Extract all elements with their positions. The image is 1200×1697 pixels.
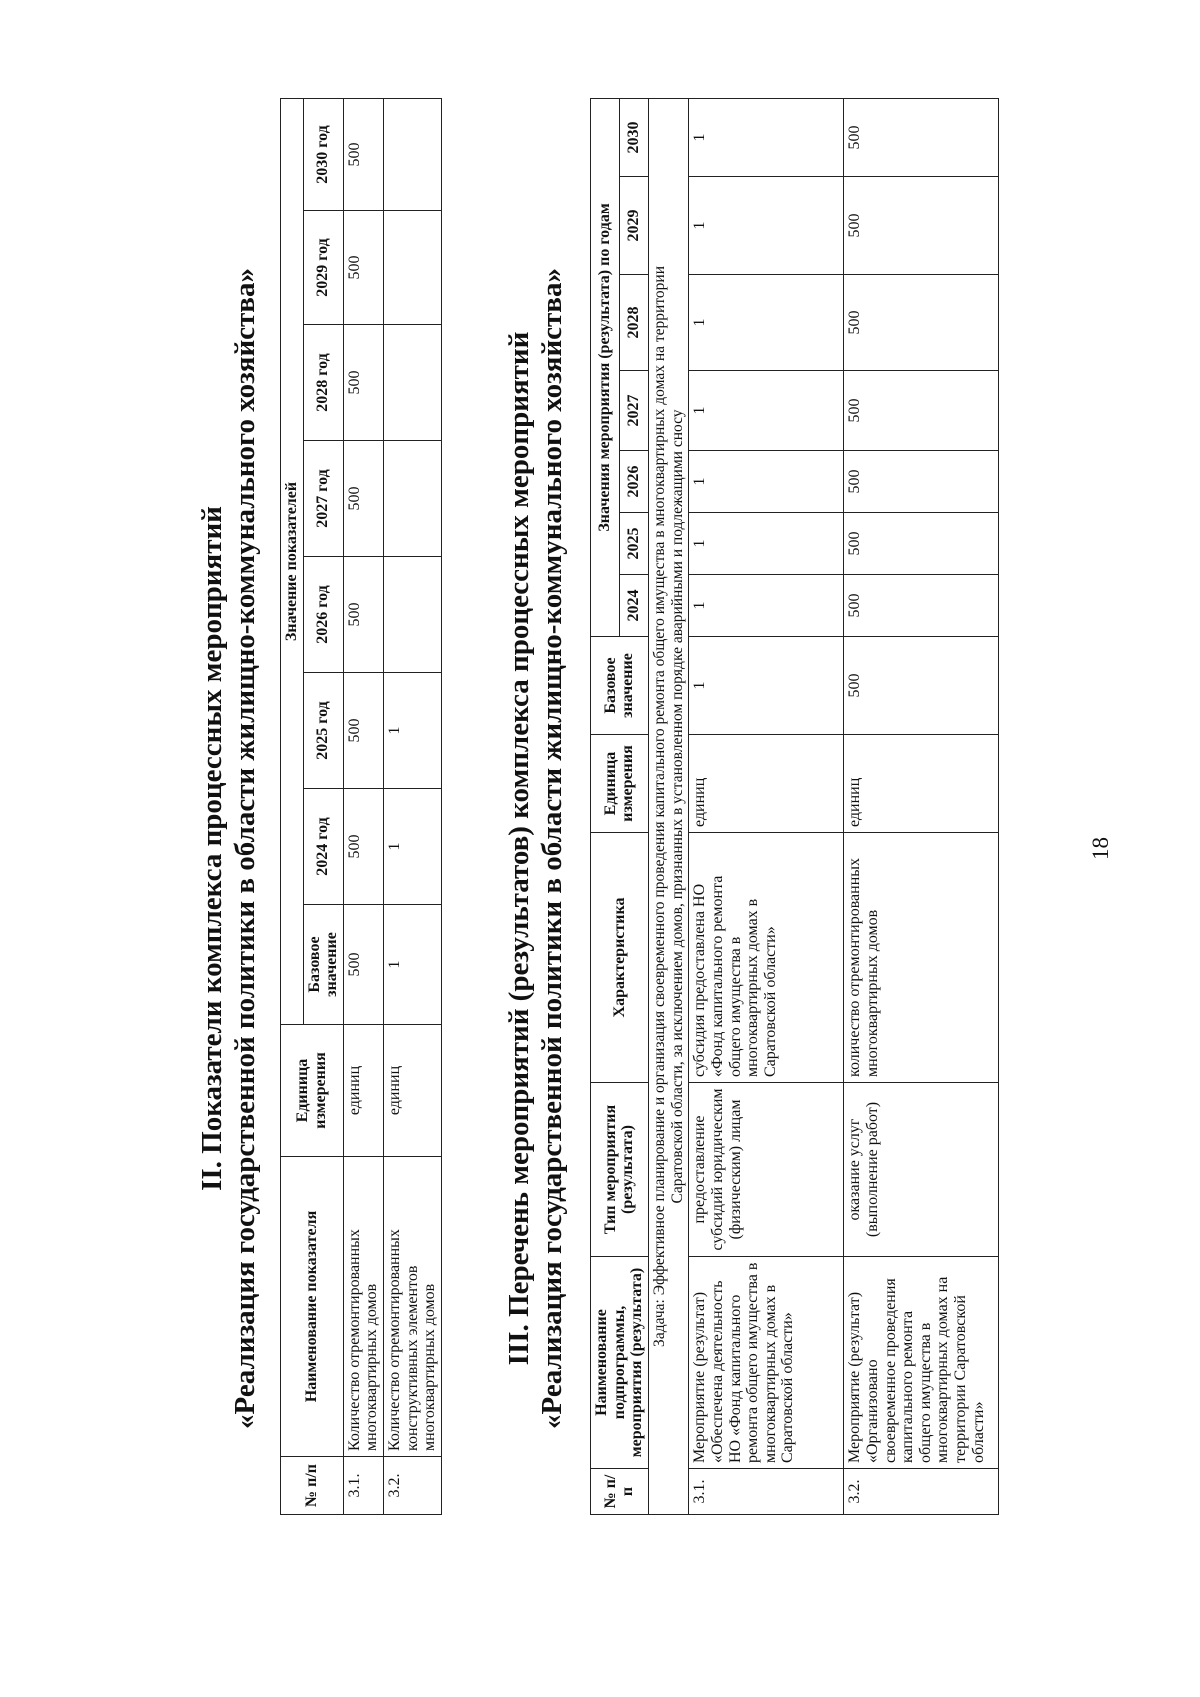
value-2028: 1 — [689, 275, 844, 371]
value-2030: 500 — [343, 98, 383, 210]
value-2024: 1 — [689, 575, 844, 637]
indicator-name: Количество отремонтированных конструктивных элементов многоквартирных домов — [383, 1157, 441, 1457]
value-2029 — [383, 211, 441, 325]
value-2024: 500 — [343, 789, 383, 905]
value-2027 — [383, 441, 441, 557]
table-row — [844, 98, 999, 1514]
task-line-2: Саратовской области, за исключением домов, признанных в установленном порядке аварийными и подлежащими сносу — [668, 409, 686, 1204]
header-2029: 2029 год — [303, 211, 343, 325]
section-3-title-line1: III. Перечень мероприятий (результатов) комплекса процессных мероприятий — [503, 331, 535, 1366]
value-2026: 500 — [343, 557, 383, 673]
header-2029: 2029 — [619, 177, 648, 275]
task-row — [648, 98, 689, 1514]
unit: единиц — [689, 735, 844, 833]
value-2027: 500 — [343, 441, 383, 557]
table-row — [689, 98, 844, 1514]
value-2026: 500 — [844, 451, 999, 513]
value-2024: 1 — [383, 789, 441, 905]
value-2029: 1 — [689, 177, 844, 275]
header-2025: 2025 год — [303, 673, 343, 789]
section-3-heading — [503, 0, 570, 1697]
section-2-title-line1: II. Показатели комплекса процессных мероприятий — [196, 506, 228, 1191]
page-number: 18 — [1088, 837, 1113, 860]
header-2025: 2025 — [619, 513, 648, 575]
value-2027: 500 — [844, 371, 999, 451]
base-value: 1 — [383, 905, 441, 1025]
table-row — [383, 98, 441, 1514]
row-num: 3.1. — [343, 1457, 383, 1515]
value-2025: 1 — [689, 513, 844, 575]
header-values-group: Значения мероприятия (результата) по годам — [591, 98, 620, 636]
header-base: Базовое значение — [303, 905, 343, 1025]
value-2027: 1 — [689, 371, 844, 451]
characteristic: количество отремонтированных многоквартирных домов — [844, 833, 999, 1083]
value-2025: 500 — [343, 673, 383, 789]
unit: единиц — [844, 735, 999, 833]
header-unit: Единица измерения — [281, 1025, 344, 1157]
value-2030 — [383, 98, 441, 210]
header-activity-name: Наименование подпрограммы, мероприятия (результата) — [591, 1257, 649, 1469]
header-2024: 2024 — [619, 575, 648, 637]
indicators-table — [280, 98, 442, 1515]
characteristic: субсидия предоставлена НО «Фонд капитального ремонта общего имущества в многоквартирных домах в Саратовской области» — [689, 833, 844, 1083]
indicator-name: Количество отремонтированных многоквартирных домов — [343, 1157, 383, 1457]
value-2026 — [383, 557, 441, 673]
activities-table — [590, 98, 999, 1515]
base-value: 500 — [343, 905, 383, 1025]
header-2026: 2026 год — [303, 557, 343, 673]
section-2-heading — [196, 0, 263, 1697]
header-unit: Единица измерения — [591, 735, 649, 833]
activity-name: Мероприятие (результат) «Организовано своевременное проведения капитального ремонта общего имущества в многоквартирных домах на территории Саратовской области» — [844, 1257, 999, 1469]
activity-type: предоставление субсидий юридическим (физическим) лицам — [689, 1083, 844, 1257]
unit: единиц — [383, 1025, 441, 1157]
value-2030: 1 — [689, 98, 844, 176]
activity-type: оказание услуг (выполнение работ) — [844, 1083, 999, 1257]
value-2024: 500 — [844, 575, 999, 637]
section-3-title-line2: «Реализация государственной политики в области жилищно-коммунального хозяйства» — [536, 268, 569, 1429]
value-2028: 500 — [343, 325, 383, 441]
task-text — [648, 98, 689, 1514]
header-2024: 2024 год — [303, 789, 343, 905]
header-characteristic: Характеристика — [591, 833, 649, 1083]
header-num: № п/п — [281, 1457, 344, 1515]
header-num: № п/п — [591, 1469, 649, 1515]
header-activity-type: Тип мероприятия (результата) — [591, 1083, 649, 1257]
header-2027: 2027 год — [303, 441, 343, 557]
row-num: 3.2. — [383, 1457, 441, 1515]
header-2026: 2026 — [619, 451, 648, 513]
base-value: 1 — [689, 637, 844, 735]
row-num: 3.2. — [844, 1469, 999, 1515]
value-2029: 500 — [844, 177, 999, 275]
header-2030: 2030 год — [303, 98, 343, 210]
row-num: 3.1. — [689, 1469, 844, 1515]
activity-name: Мероприятие (результат) «Обеспечена деятельность НО «Фонд капитального ремонта общего имущества в многоквартирных домах в Саратовской области» — [689, 1257, 844, 1469]
section-2-title-line2: «Реализация государственной политики в области жилищно-коммунального хозяйства» — [229, 268, 262, 1429]
value-2029: 500 — [343, 211, 383, 325]
value-2028: 500 — [844, 275, 999, 371]
header-2028: 2028 — [619, 275, 648, 371]
header-2027: 2027 — [619, 371, 648, 451]
value-2025: 500 — [844, 513, 999, 575]
base-value: 500 — [844, 637, 999, 735]
header-base: Базовое значение — [591, 637, 649, 735]
header-2030: 2030 — [619, 98, 648, 176]
value-2025: 1 — [383, 673, 441, 789]
header-values-group: Значение показателей — [281, 98, 304, 1024]
value-2028 — [383, 325, 441, 441]
header-indicator-name: Наименование показателя — [281, 1157, 344, 1457]
task-line-1: Задача: Эффективное планирование и организация своевременного проведения капитального ремонта общего имущества в многоквартирных домах на территории — [650, 266, 668, 1347]
unit: единиц — [343, 1025, 383, 1157]
value-2030: 500 — [844, 98, 999, 176]
table-row — [343, 98, 383, 1514]
header-2028: 2028 год — [303, 325, 343, 441]
value-2026: 1 — [689, 451, 844, 513]
